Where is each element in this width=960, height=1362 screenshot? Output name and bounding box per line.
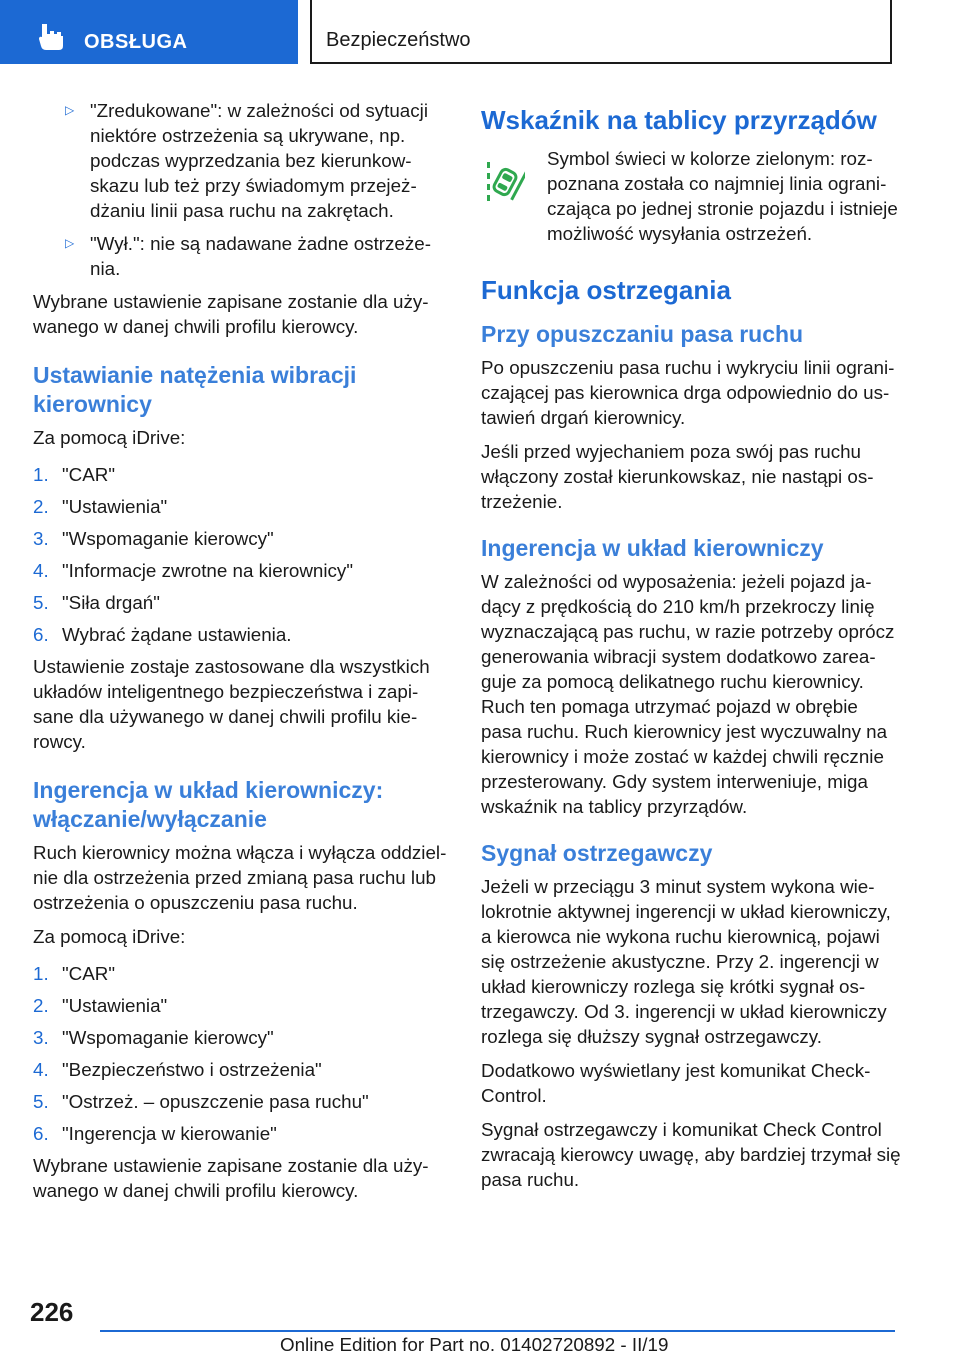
step-text: "Ustawienia" [62, 496, 168, 517]
subsection-heading: Przy opuszczaniu pasa ruchu [481, 321, 804, 347]
subsection-heading: Ingerencja w układ kierowniczy [481, 535, 824, 561]
list-item [33, 1089, 448, 1114]
paragraph: Za pomocą iDrive: [33, 427, 186, 448]
paragraph: Po opuszczeniu pasa ruchu i wykryciu linii ograniczającej pas kierownica drga odpowiednio do ustawień drgań kierownicy. [481, 357, 895, 428]
footer-divider [100, 1330, 895, 1332]
list-item [33, 231, 448, 281]
header-tab-label: OBSŁUGA [84, 31, 188, 53]
paragraph: W zależności od wyposażenia: jeżeli pojazd jadący z prędkością do 210 km/h przekroczy linię wyznaczającą pas ruchu, w razie potrzeby oprócz generowania wibracji system dodatkowo zareaguje za pomocą delikatnego ruchu kierownicy. Ruch ten pomaga utrzymać pojazd w obrębie pasa ruchu. Ruch kierownicy jest wyczuwalny na kierownicy i może zostać w każdej chwili ręcznie przesterowany. Gdy system interweniuje, miga wskaźnik na tablicy przyrządów. [481, 571, 895, 817]
step-text: "Ingerencja w kierowanie" [62, 1123, 277, 1144]
hand-pointer-icon [36, 22, 68, 52]
paragraph: Jeśli przed wyjechaniem poza swój pas ruchu włączony został kierunkowskaz, nie nastąpi ostrzeżenie. [481, 441, 874, 512]
section-heading: Ingerencja w układ kierowniczy: włączanie/wyłączanie [33, 777, 384, 832]
list-item [33, 526, 448, 551]
paragraph: Jeżeli w przeciągu 3 minut system wykona wielokrotnie aktywnej ingerencji w układ kierowniczy, a kierowca nie wykona ruchu kierownicą, pojawi się ostrzeżenie akustyczne. Przy 2. ingerencji w układ kierowniczy rozlega się krótki sygnał ostrzegawczy. Od 3. ingerencji w układ kierowniczy rozlega się dłuższy sygnał ostrzegawczy. [481, 876, 891, 1047]
edition-note: Online Edition for Part no. 01402720892 - II/19 [280, 1334, 669, 1355]
page-number: 226 [30, 1297, 74, 1327]
list-item [33, 1121, 448, 1146]
step-number: 3. [33, 528, 49, 549]
step-text: "Ustawienia" [62, 995, 168, 1016]
indicator-block [481, 146, 901, 246]
lane-departure-indicator-icon [485, 156, 525, 204]
step-number: 2. [33, 995, 49, 1016]
step-number: 5. [33, 592, 49, 613]
step-text: "Wspomaganie kierowcy" [62, 528, 274, 549]
left-column [33, 98, 448, 1212]
paragraph: Symbol świeci w kolorze zielonym: rozpoznana została co najmniej linia ograniczająca po jednej stronie pojazdu i istnieje możliwość wysyłania ostrzeżeń. [547, 148, 898, 244]
step-text: "Ostrzeż. – opuszczenie pasa ruchu" [62, 1091, 369, 1112]
step-text: "Informacje zwrotne na kierownicy" [62, 560, 353, 581]
steps-list [33, 961, 448, 1146]
steps-list [33, 462, 448, 647]
header-section-label: Bezpieczeństwo [326, 29, 471, 51]
list-item [33, 98, 448, 223]
subsection-heading: Sygnał ostrzegawczy [481, 840, 713, 866]
paragraph: Wybrane ustawienie zapisane zostanie dla używanego w danej chwili profilu kierowcy. [33, 1155, 429, 1201]
step-text: "CAR" [62, 464, 115, 485]
step-text: "Bezpieczeństwo i ostrzeżenia" [62, 1059, 322, 1080]
step-number: 3. [33, 1027, 49, 1048]
step-number: 2. [33, 496, 49, 517]
list-item [33, 462, 448, 487]
section-heading: Wskaźnik na tablicy przyrządów [481, 105, 877, 135]
right-column [481, 98, 901, 1201]
step-number: 6. [33, 1123, 49, 1144]
step-number: 5. [33, 1091, 49, 1112]
step-number: 4. [33, 560, 49, 581]
header-tab[interactable] [0, 0, 298, 64]
paragraph: Za pomocą iDrive: [33, 926, 186, 947]
list-item [33, 961, 448, 986]
triangle-bullet-icon: ▷ [65, 103, 75, 117]
list-item [33, 590, 448, 615]
step-text: "Wspomaganie kierowcy" [62, 1027, 274, 1048]
list-item [33, 1025, 448, 1050]
paragraph: Wybrane ustawienie zapisane zostanie dla używanego w danej chwili profilu kierowcy. [33, 291, 429, 337]
paragraph: Sygnał ostrzegawczy i komunikat Check Control zwracają kierowcy uwagę, aby bardziej trzymał się pasa ruchu. [481, 1119, 901, 1190]
step-text: Wybrać żądane ustawienia. [62, 624, 292, 645]
bullet-text: "Zredukowane": w zależności od sytuacji niektóre ostrzeżenia są ukrywane, np. podczas wyprzedzania bez kierunkowskazu lub też przy świadomym przejeżdżaniu linii pasa ruchu na zakrętach. [90, 100, 428, 221]
paragraph: Ruch kierownicy można włącza i wyłącza oddzielnie dla ostrzeżenia przed zmianą pasa ruchu lub ostrzeżenia o opuszczeniu pasa ruchu. [33, 842, 447, 913]
triangle-bullet-icon: ▷ [65, 236, 75, 250]
list-item [33, 993, 448, 1018]
bullet-text: "Wył.": nie są nadawane żadne ostrzeżenia. [90, 233, 431, 279]
paragraph: Dodatkowo wyświetlany jest komunikat Check-Control. [481, 1060, 871, 1106]
section-heading: Funkcja ostrzegania [481, 275, 731, 305]
header-section [310, 0, 892, 64]
step-number: 4. [33, 1059, 49, 1080]
list-item [33, 558, 448, 583]
paragraph: Ustawienie zostaje zastosowane dla wszystkich układów inteligentnego bezpieczeństwa i zapisane dla używanego w danej chwili profilu kierowcy. [33, 656, 430, 752]
list-item [33, 622, 448, 647]
list-item [33, 1057, 448, 1082]
list-item [33, 494, 448, 519]
section-heading: Ustawianie natężenia wibracji kierownicy [33, 362, 357, 417]
step-number: 6. [33, 624, 49, 645]
step-number: 1. [33, 464, 49, 485]
step-text: "CAR" [62, 963, 115, 984]
step-number: 1. [33, 963, 49, 984]
step-text: "Siła drgań" [62, 592, 160, 613]
